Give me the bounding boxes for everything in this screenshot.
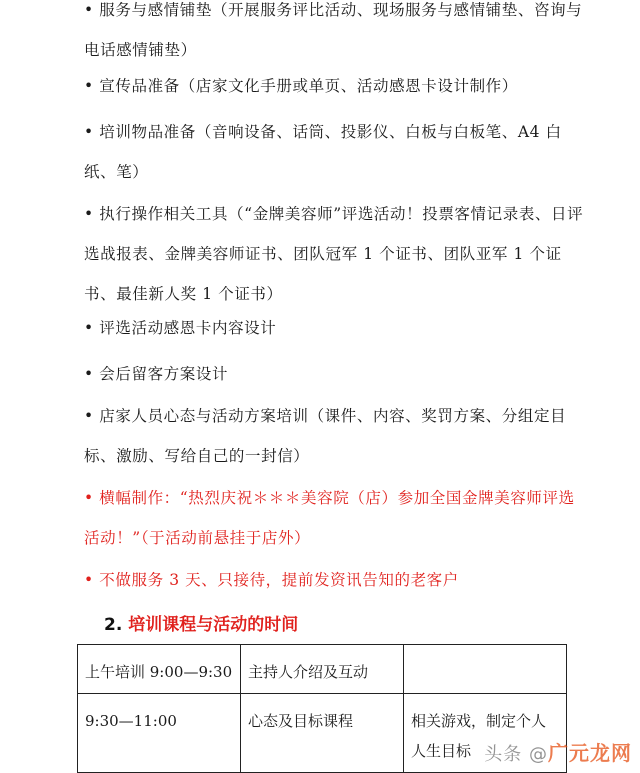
table-cell: 9:30—11:00 bbox=[78, 694, 241, 773]
table-cell: 主持人介绍及互动 bbox=[241, 645, 404, 694]
bullet-execution-tools: • 执行操作相关工具（“金牌美容师”评选活动！投票客情记录表、日评选战报表、金牌美容师证书、团队冠军 1 个证书、团队亚军 1 个证书、最佳新人奖 1 个证书） bbox=[84, 205, 584, 303]
bullet-retention-plan: • 会后留客方案设计 bbox=[84, 365, 229, 383]
table-cell: 上午培训 9:00—9:30 bbox=[78, 645, 241, 694]
table-cell: 相关游戏，制定个人人生目标 bbox=[404, 694, 567, 773]
table-cell: 心态及目标课程 bbox=[241, 694, 404, 773]
bullet-promo-materials: • 宣传品准备（店家文化手册或单页、活动感恩卡设计制作） bbox=[84, 77, 518, 95]
table-row bbox=[78, 645, 567, 694]
watermark-brand: 广元龙网 bbox=[548, 741, 632, 765]
bullet-no-service: • 不做服务 3 天、只接待，提前发资讯告知的老客户 bbox=[84, 571, 459, 589]
bullet-training-supplies: • 培训物品准备（音响设备、话筒、投影仪、白板与白板笔、A4 白纸、笔） bbox=[84, 123, 562, 181]
table-cell bbox=[404, 645, 567, 694]
watermark-prefix: 头条 @ bbox=[484, 744, 548, 765]
watermark bbox=[484, 737, 632, 766]
bullet-staff-training: • 店家人员心态与活动方案培训（课件、内容、奖罚方案、分组定目标、激励、写给自己的一封信） bbox=[84, 407, 567, 465]
bullet-service-emotion: • 服务与感情铺垫（开展服务评比活动、现场服务与感情铺垫、咨询与电话感情铺垫） bbox=[84, 1, 583, 59]
section-heading bbox=[104, 610, 298, 635]
bullet-banner: • 横幅制作：“热烈庆祝＊＊＊美容院（店）参加全国金牌美容师评选活动！”（于活动前悬挂于店外） bbox=[84, 489, 575, 547]
section-number: 2. bbox=[104, 615, 123, 635]
bullet-thank-card-design: • 评选活动感恩卡内容设计 bbox=[84, 319, 277, 337]
section-title: 培训课程与活动的时间 bbox=[128, 615, 299, 635]
